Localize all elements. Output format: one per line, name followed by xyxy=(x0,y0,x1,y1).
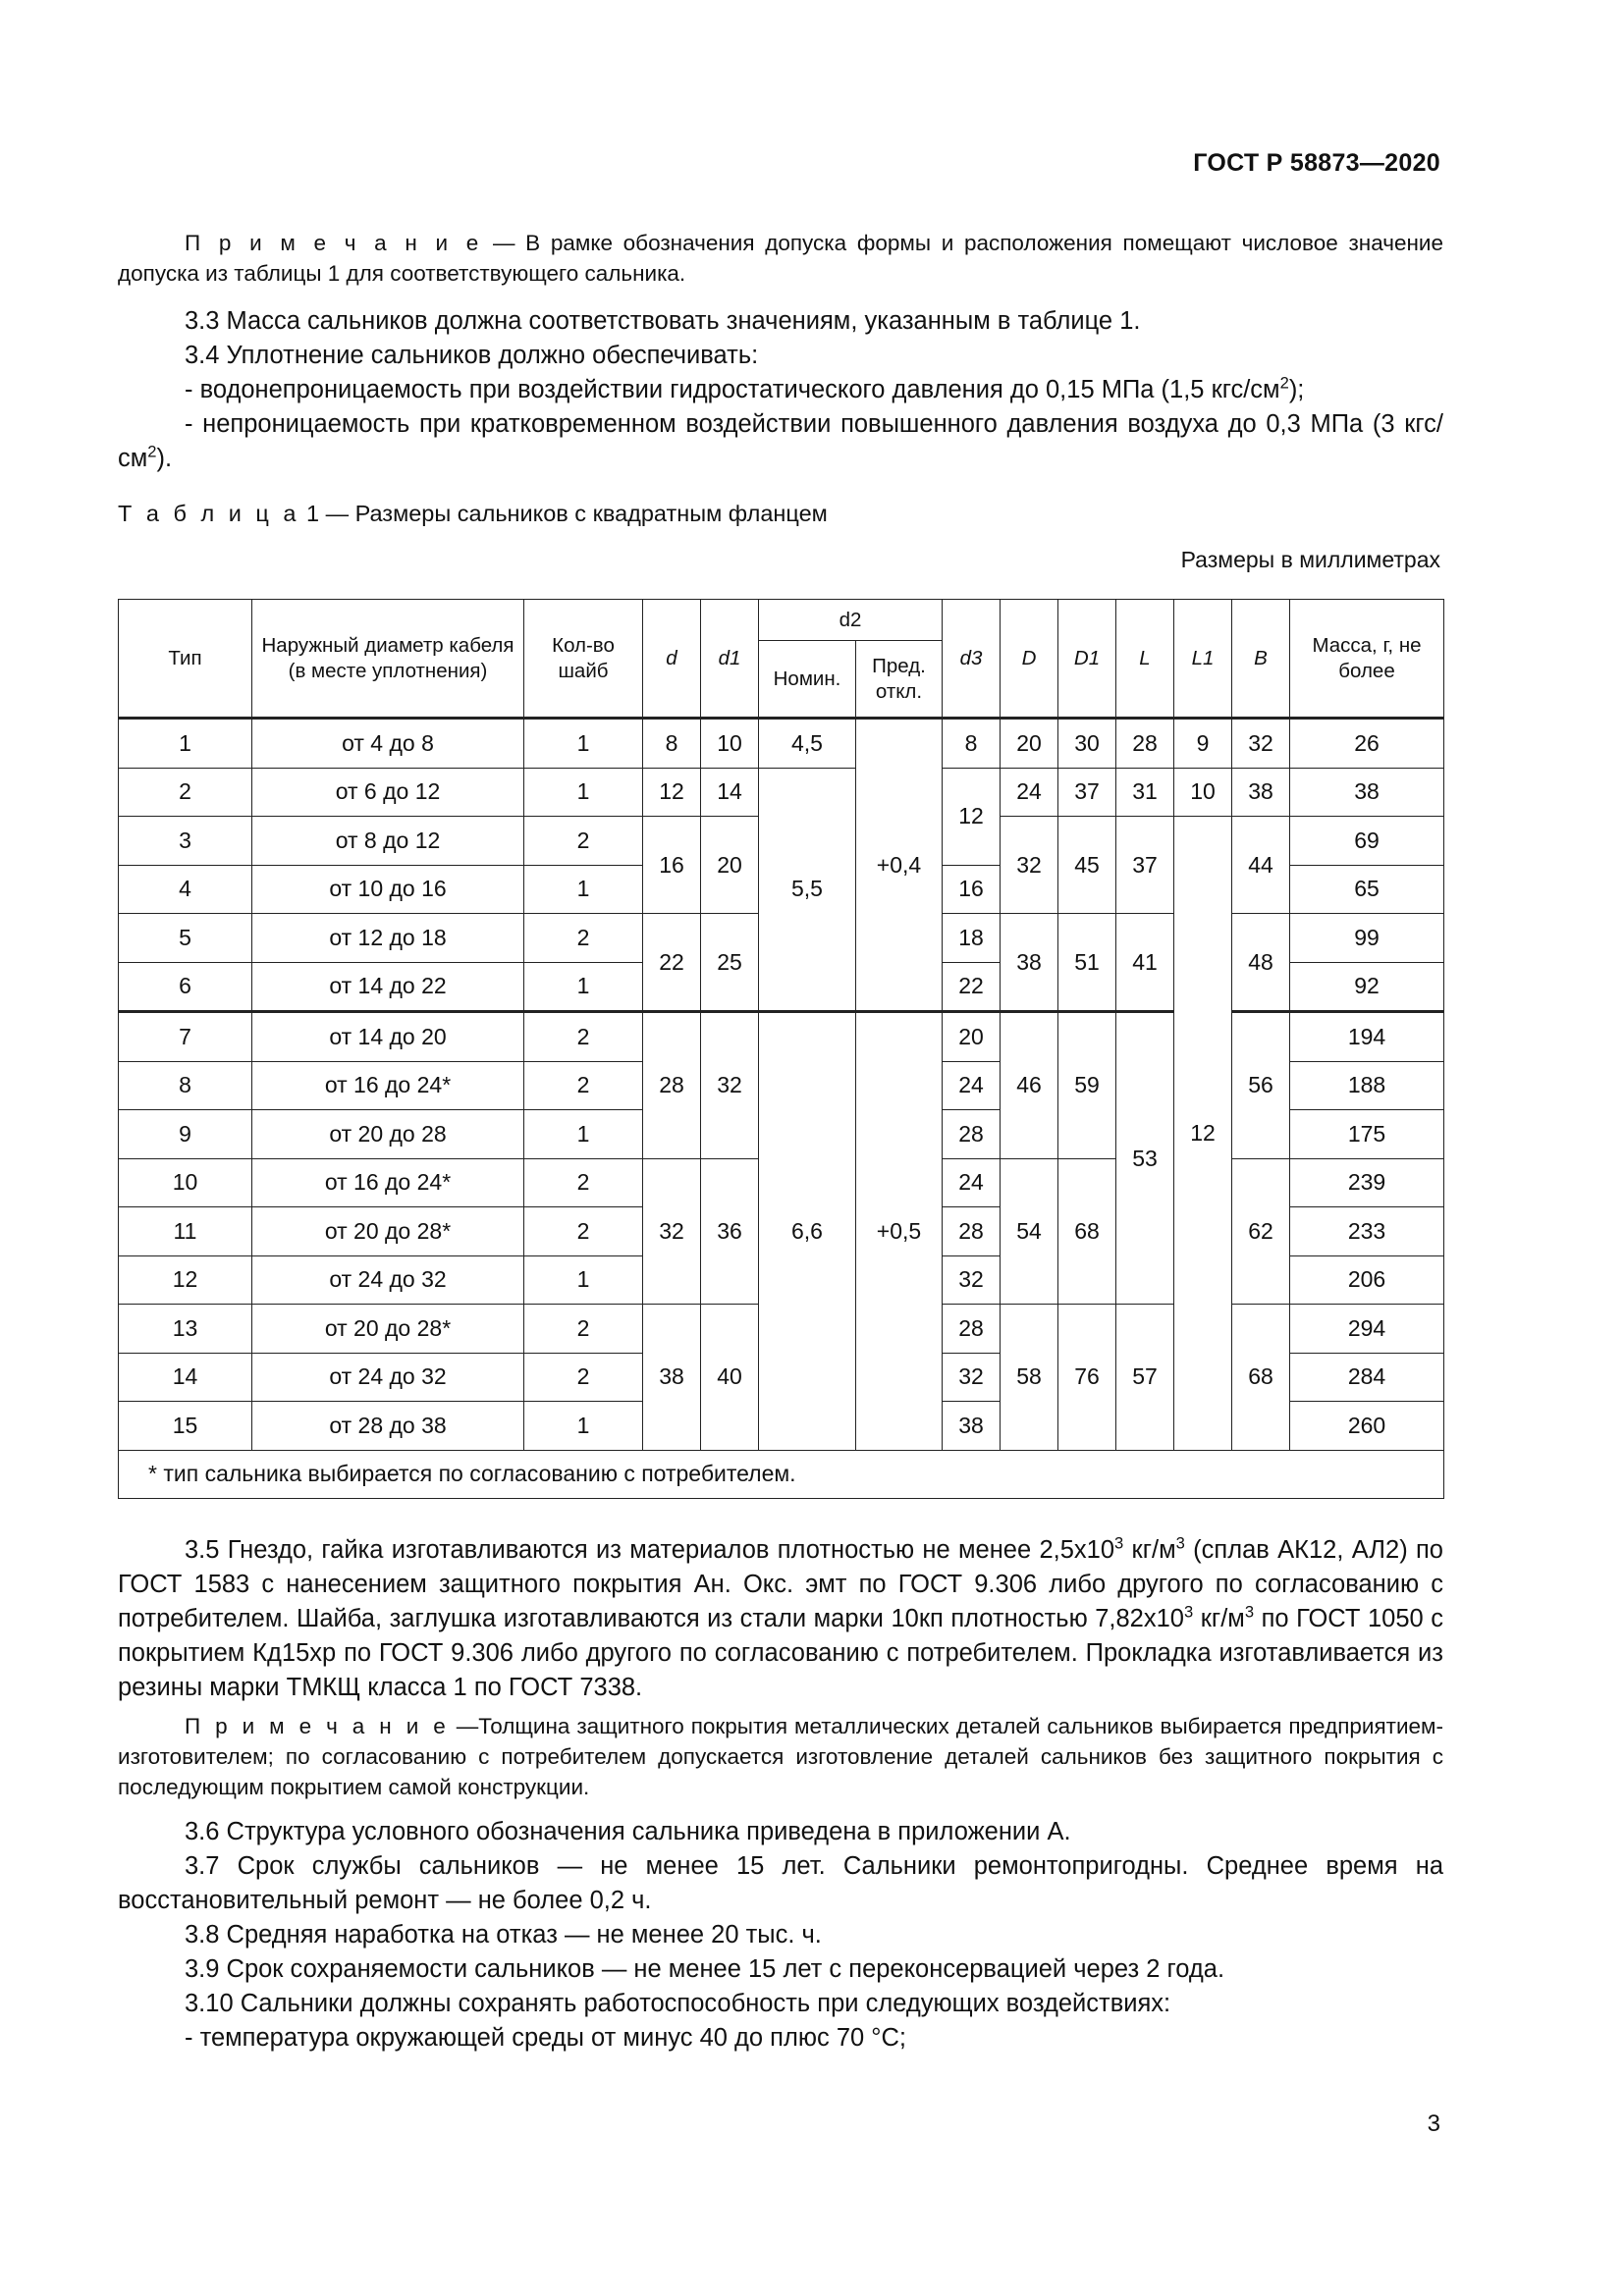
table-caption xyxy=(118,501,828,527)
table-cell: +0,5 xyxy=(856,1012,943,1451)
table-cell: 59 xyxy=(1058,1012,1116,1159)
table-cell: 1 xyxy=(524,962,643,1012)
table-cell: 1 xyxy=(524,1255,643,1305)
table-cell: 37 xyxy=(1116,817,1174,914)
table-cell: 8 xyxy=(643,719,701,769)
paragraph-3-5 xyxy=(118,1533,1443,1705)
table-cell: от 20 до 28* xyxy=(252,1305,524,1354)
table-cell: 2 xyxy=(119,768,252,817)
table-cell: от 16 до 24* xyxy=(252,1061,524,1110)
header-D: D xyxy=(1001,600,1058,719)
text-run: П р и м е ч а н и е xyxy=(185,1714,450,1738)
paragraph-3-10: 3.10 Сальники должны сохранять работоспособность при следующих воздействиях: xyxy=(185,1990,1171,2017)
table-cell: от 20 до 28 xyxy=(252,1110,524,1159)
table-cell: 30 xyxy=(1058,719,1116,769)
text-run: - непроницаемость при кратковременном воздействии повышенного давления воздуха до 0,3 МПа (3 кгс/см xyxy=(118,410,1443,472)
table-cell: 1 xyxy=(119,719,252,769)
table-cell: 28 xyxy=(1116,719,1174,769)
table-cell: 41 xyxy=(1116,914,1174,1012)
table-cell: 188 xyxy=(1290,1061,1444,1110)
table-cell: 31 xyxy=(1116,768,1174,817)
table-cell: 2 xyxy=(524,1207,643,1256)
text-run: ). xyxy=(156,445,173,472)
header-d2-nominal: Номин. xyxy=(759,641,856,719)
table-cell: 15 xyxy=(119,1402,252,1451)
table-cell: +0,4 xyxy=(856,719,943,1012)
table-cell: 10 xyxy=(1174,768,1232,817)
table-cell: 194 xyxy=(1290,1012,1444,1062)
table-cell: 20 xyxy=(1001,719,1058,769)
table-cell: 20 xyxy=(943,1012,1001,1062)
text-run: 2 xyxy=(1279,373,1289,393)
table-cell: 284 xyxy=(1290,1353,1444,1402)
note-1 xyxy=(118,228,1443,289)
table-cell: 9 xyxy=(119,1110,252,1159)
table-cell: 8 xyxy=(943,719,1001,769)
table-cell: 48 xyxy=(1232,914,1290,1012)
table-cell: 4 xyxy=(119,865,252,914)
text-run: П р и м е ч а н и е xyxy=(185,231,483,255)
table-cell: от 14 до 20 xyxy=(252,1012,524,1062)
text-run: 1 — Размеры сальников с квадратным фланцем xyxy=(299,501,828,526)
table-cell: 206 xyxy=(1290,1255,1444,1305)
table-cell: 2 xyxy=(524,1012,643,1062)
paragraph-3-6: 3.6 Структура условного обозначения сальника приведена в приложении А. xyxy=(185,1818,1071,1845)
text-run: Т а б л и ц а xyxy=(118,501,300,526)
table-cell: 92 xyxy=(1290,962,1444,1012)
table-row xyxy=(119,719,1444,769)
table-cell: 38 xyxy=(1232,768,1290,817)
table-cell: 5,5 xyxy=(759,768,856,1012)
table-cell: 14 xyxy=(701,768,759,817)
table-cell: 54 xyxy=(1001,1158,1058,1305)
table-cell: 5 xyxy=(119,914,252,963)
table-cell: 2 xyxy=(524,914,643,963)
table-cell: 12 xyxy=(1174,817,1232,1451)
table-row xyxy=(119,768,1444,817)
table-cell: 239 xyxy=(1290,1158,1444,1207)
table-cell: 22 xyxy=(943,962,1001,1012)
table-cell: 14 xyxy=(119,1353,252,1402)
table-cell: 69 xyxy=(1290,817,1444,866)
table-cell: 32 xyxy=(943,1353,1001,1402)
table-cell: от 4 до 8 xyxy=(252,719,524,769)
paragraph-3-8: 3.8 Средняя наработка на отказ — не менее 20 тыс. ч. xyxy=(185,1921,822,1949)
page-number: 3 xyxy=(1427,2110,1440,2137)
table-cell: от 12 до 18 xyxy=(252,914,524,963)
table-cell: 76 xyxy=(1058,1305,1116,1451)
text-run: ); xyxy=(1288,376,1305,403)
table-cell: 7 xyxy=(119,1012,252,1062)
table-cell: 99 xyxy=(1290,914,1444,963)
paragraph-3-9: 3.9 Срок сохраняемости сальников — не менее 15 лет с переконсервацией через 2 года. xyxy=(185,1955,1225,1983)
table-cell: 57 xyxy=(1116,1305,1174,1451)
table-cell: 24 xyxy=(943,1061,1001,1110)
table-cell: 9 xyxy=(1174,719,1232,769)
table-cell: 22 xyxy=(643,914,701,1012)
table-cell: 38 xyxy=(1001,914,1058,1012)
table-cell: от 24 до 32 xyxy=(252,1255,524,1305)
table-cell: 38 xyxy=(1290,768,1444,817)
table-cell: 68 xyxy=(1058,1158,1116,1305)
table-cell: 8 xyxy=(119,1061,252,1110)
table-cell: 2 xyxy=(524,1158,643,1207)
table-cell: 4,5 xyxy=(759,719,856,769)
text-run: кг/м xyxy=(1123,1536,1176,1564)
table-row xyxy=(119,1012,1444,1062)
table-cell: от 10 до 16 xyxy=(252,865,524,914)
table-cell: 51 xyxy=(1058,914,1116,1012)
table-cell: 32 xyxy=(643,1158,701,1305)
table-cell: 2 xyxy=(524,1353,643,1402)
header-B: B xyxy=(1232,600,1290,719)
header-D1: D1 xyxy=(1058,600,1116,719)
table-cell: 2 xyxy=(524,1305,643,1354)
table-cell: 32 xyxy=(1232,719,1290,769)
table-cell: 13 xyxy=(119,1305,252,1354)
table-cell: 28 xyxy=(943,1110,1001,1159)
header-L1: L1 xyxy=(1174,600,1232,719)
table-cell: 28 xyxy=(943,1207,1001,1256)
table-cell: 24 xyxy=(943,1158,1001,1207)
bullet-waterproof xyxy=(118,373,1443,407)
table-cell: 32 xyxy=(1001,817,1058,914)
text-run: - водонепроницаемость при воздействии гидростатического давления до 0,15 МПа (1,5 кгс/см xyxy=(185,376,1280,403)
table-cell: 32 xyxy=(943,1255,1001,1305)
bullet-airtight xyxy=(118,407,1443,476)
table-cell: 16 xyxy=(943,865,1001,914)
table-cell: 11 xyxy=(119,1207,252,1256)
paragraph-3-4: 3.4 Уплотнение сальников должно обеспечивать: xyxy=(185,342,759,369)
header-diameter: Наружный диаметр кабеля (в месте уплотнения) xyxy=(252,600,524,719)
table-cell: 62 xyxy=(1232,1158,1290,1305)
document-header: ГОСТ Р 58873—2020 xyxy=(1193,149,1440,177)
text-run: 3 xyxy=(1244,1602,1255,1622)
paragraph-3-7: 3.7 Срок службы сальников — не менее 15 лет. Сальники ремонтопригодны. Среднее время на восстановительный ремонт — не более 0,2 ч. xyxy=(118,1852,1443,1914)
header-d1: d1 xyxy=(701,600,759,719)
table-cell: 36 xyxy=(701,1158,759,1305)
table-cell: 6,6 xyxy=(759,1012,856,1451)
table-cell: 53 xyxy=(1116,1012,1174,1305)
dimensions-table xyxy=(118,599,1444,1499)
table-cell: 260 xyxy=(1290,1402,1444,1451)
header-d2-tolerance: Пред. откл. xyxy=(856,641,943,719)
table-cell: 294 xyxy=(1290,1305,1444,1354)
table-cell: 10 xyxy=(119,1158,252,1207)
table-cell: 65 xyxy=(1290,865,1444,914)
text-run: —Толщина защитного покрытия металлических деталей сальников выбирается предприятием-изготовителем; по согласованию с потребителем допускается изготовление деталей сальников без защитного покрытия с последующим покрытием самой конструкции. xyxy=(118,1714,1443,1799)
table-cell: 1 xyxy=(524,865,643,914)
table-cell: 175 xyxy=(1290,1110,1444,1159)
table-cell: 37 xyxy=(1058,768,1116,817)
table-cell: 44 xyxy=(1232,817,1290,914)
header-mass: Масса, г, не более xyxy=(1290,600,1444,719)
table-cell: 2 xyxy=(524,1061,643,1110)
header-L: L xyxy=(1116,600,1174,719)
table-cell: от 24 до 32 xyxy=(252,1353,524,1402)
table-footnote-row xyxy=(119,1450,1444,1499)
table-cell: от 6 до 12 xyxy=(252,768,524,817)
table-cell: 2 xyxy=(524,817,643,866)
header-washers: Кол-во шайб xyxy=(524,600,643,719)
table-cell: 12 xyxy=(643,768,701,817)
table-cell: 233 xyxy=(1290,1207,1444,1256)
text-run: 3.5 Гнездо, гайка изготавливаются из материалов плотностью не менее 2,5x10 xyxy=(185,1536,1115,1564)
text-run: по ГОСТ 1050 с покрытием Кд15хр по ГОСТ 9.306 либо другого по согласованию с потребителем. Прокладка изготавливается из резины марки ТМКЩ класса 1 по ГОСТ 7338. xyxy=(118,1605,1443,1701)
table-cell: 68 xyxy=(1232,1305,1290,1451)
table-cell: 25 xyxy=(701,914,759,1012)
bullet-temperature: - температура окружающей среды от минус 40 до плюс 70 °С; xyxy=(185,2024,906,2052)
text-run: (сплав АК12, АЛ2) по ГОСТ 1583 с нанесением защитного покрытия Ан. Окс. эмт по ГОСТ 9.306 либо другого по согласованию с потребителем. Шайба, заглушка изготавливаются из стали марки 10кп плотностью 7,82x10 xyxy=(118,1536,1443,1632)
table-cell: 1 xyxy=(524,719,643,769)
table-header-row xyxy=(119,600,1444,641)
text-run: 3 xyxy=(1183,1602,1194,1622)
table-cell: 12 xyxy=(943,768,1001,865)
table-cell: 38 xyxy=(943,1402,1001,1451)
text-run: 3 xyxy=(1114,1533,1124,1553)
note-2 xyxy=(118,1711,1443,1802)
table-cell: 20 xyxy=(701,817,759,914)
table-cell: 32 xyxy=(701,1012,759,1159)
table-cell: от 28 до 38 xyxy=(252,1402,524,1451)
table-cell: от 20 до 28* xyxy=(252,1207,524,1256)
table-cell: 3 xyxy=(119,817,252,866)
table-cell: от 8 до 12 xyxy=(252,817,524,866)
table-cell: 28 xyxy=(643,1012,701,1159)
header-d: d xyxy=(643,600,701,719)
table-cell: 58 xyxy=(1001,1305,1058,1451)
text-run: 2 xyxy=(147,442,157,461)
table-cell: 45 xyxy=(1058,817,1116,914)
header-d2: d2 xyxy=(759,600,943,641)
text-run: кг/м xyxy=(1193,1605,1245,1632)
table-cell: 38 xyxy=(643,1305,701,1451)
header-type: Тип xyxy=(119,600,252,719)
table-cell: 28 xyxy=(943,1305,1001,1354)
table-cell: 12 xyxy=(119,1255,252,1305)
table-cell: 46 xyxy=(1001,1012,1058,1159)
table-cell: 6 xyxy=(119,962,252,1012)
header-d3: d3 xyxy=(943,600,1001,719)
table-cell: от 16 до 24* xyxy=(252,1158,524,1207)
table-cell: 26 xyxy=(1290,719,1444,769)
table-footnote: * тип сальника выбирается по согласованию с потребителем. xyxy=(119,1450,1444,1499)
text-run: 3 xyxy=(1175,1533,1185,1553)
table-cell: 24 xyxy=(1001,768,1058,817)
table-cell: 10 xyxy=(701,719,759,769)
table-cell: 16 xyxy=(643,817,701,914)
table-cell: от 14 до 22 xyxy=(252,962,524,1012)
table-cell: 56 xyxy=(1232,1012,1290,1159)
paragraph-3-3: 3.3 Масса сальников должна соответствовать значениям, указанным в таблице 1. xyxy=(185,307,1141,335)
text-run: — В рамке обозначения допуска формы и расположения помещают числовое значение допуска из таблицы 1 для соответствующего сальника. xyxy=(118,231,1443,286)
table-cell: 40 xyxy=(701,1305,759,1451)
table-cell: 1 xyxy=(524,1402,643,1451)
table-units: Размеры в миллиметрах xyxy=(1180,547,1440,572)
table-cell: 1 xyxy=(524,768,643,817)
table-cell: 1 xyxy=(524,1110,643,1159)
table-cell: 18 xyxy=(943,914,1001,963)
